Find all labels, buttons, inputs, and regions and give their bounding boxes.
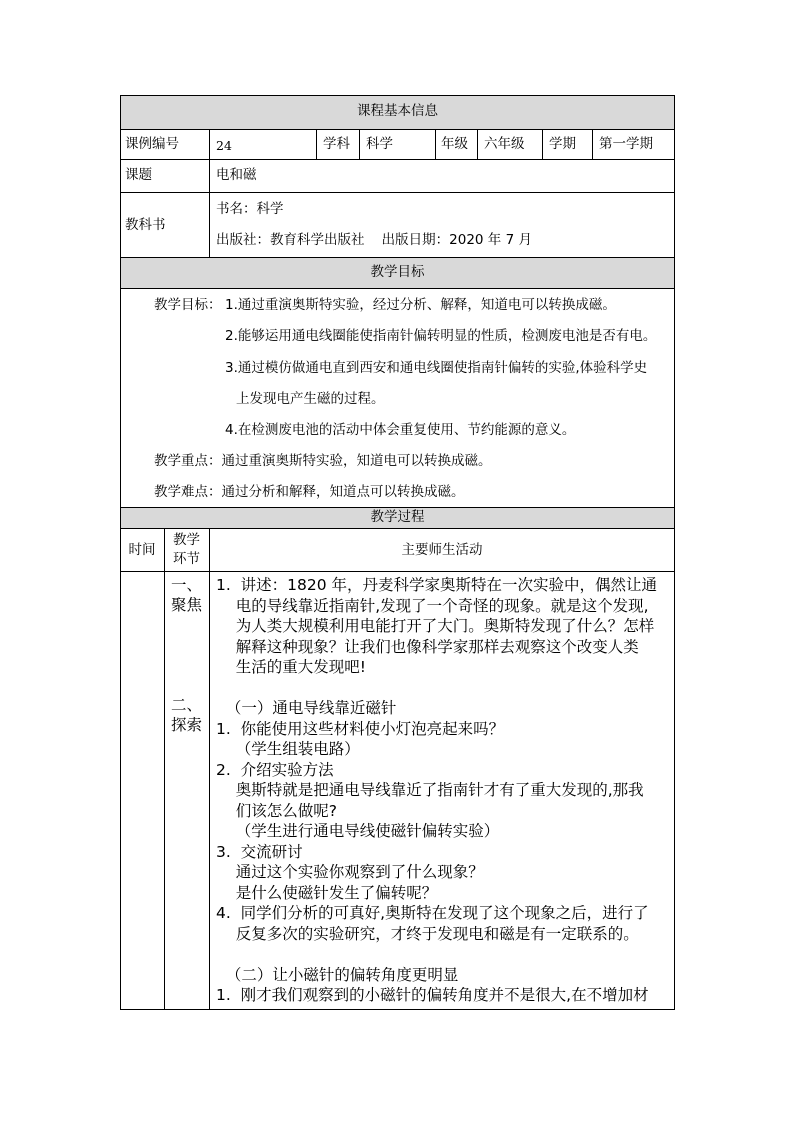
activity-line: 3. 交流研讨 [216,842,303,861]
subject-label: 学科 [323,136,350,152]
step-2-number: 二、 [171,696,203,714]
activity-line: 为人类大规模利用电能打开了大门。奥斯特发现了什么？怎样 [216,617,655,635]
activity-line: （一）通电导线靠近磁针 [216,699,397,717]
activity-line: 电的导线靠近指南针,发现了一个奇怪的现象。就是这个发现, [216,596,649,615]
activity-line: （二）让小磁针的偏转角度更明显 [216,965,459,984]
textbook-label: 教科书 [125,217,166,233]
topic-label: 课题 [125,167,152,183]
activity-line: 通过这个实验你观察到了什么现象？ [216,863,484,881]
difficulty: 教学难点：通过分析和解释，知道点可以转换成磁。 [154,484,465,500]
basic-info-title: 课程基本信息 [357,103,438,119]
activity-line: 反复多次的实验研究，才终于发现电和磁是有一定联系的。 [216,924,639,943]
col-activity-header: 主要师生活动 [401,542,483,558]
goal-2: 2.能够运用通电线圈能使指南针偏转明显的性质，检测废电池是否有电。 [225,328,657,344]
activity-line: 奥斯特就是把通电导线靠近了指南针才有了重大发现的,那我 [216,781,644,799]
case-no-label: 课例编号 [125,136,179,152]
activity-line: 2. 介绍实验方法 [216,760,334,779]
activity-line: 生活的重大发现吧! [216,658,366,676]
step-1-name: 聚焦 [171,596,203,614]
activity-line: （学生组装电路） [216,740,360,758]
book-name: 书名：科学 [216,201,284,217]
goal-4: 4.在检测废电池的活动中体会重复使用、节约能源的意义。 [225,422,576,438]
term-label: 学期 [549,136,576,152]
grade-value: 六年级 [484,136,525,152]
activity-line: 1. 刚才我们观察到的小磁针的偏转角度并不是很大,在不增加材 [216,986,649,1004]
activity-line: 是什么使磁针发生了偏转呢？ [216,883,438,902]
case-no-value: 24 [216,138,232,153]
key-point: 教学重点：通过重演奥斯特实验，知道电可以转换成磁。 [154,453,492,469]
step-1-number: 一、 [171,576,203,594]
term-value: 第一学期 [599,136,653,152]
col-step-header-line-2: 环节 [173,551,200,567]
col-step-header-line-1: 教学 [173,532,200,548]
activity-line: （学生进行通电导线使磁针偏转实验） [216,822,500,840]
goal-1: 1.通过重演奥斯特实验，经过分析、解释，知道电可以转换成磁。 [225,297,616,313]
col-time-header: 时间 [128,542,156,558]
goal-3-line-2: 上发现电产生磁的过程。 [236,391,385,407]
goals-title: 教学目标 [370,264,425,280]
activity-line: 解释这种现象？让我们也像科学家那样去观察这个改变人类 [216,637,639,656]
subject-value: 科学 [366,136,393,152]
activity-line: 们该怎么做呢? [216,801,337,820]
step-2-name: 探索 [171,716,203,734]
goal-3-line-1: 3.通过模仿做通电直到西安和通电线圈使指南针偏转的实验,体验科学史 [225,360,648,376]
grade-label: 年级 [441,136,468,152]
activity-line: 1. 讲述：1820 年，丹麦科学家奥斯特在一次实验中，偶然让通 [216,576,658,594]
activity-line: 4. 同学们分析的可真好,奥斯特在发现了这个现象之后，进行了 [216,904,649,922]
goal-label: 教学目标： [154,297,222,313]
topic-value: 电和磁 [216,167,257,183]
process-title: 教学过程 [370,509,425,525]
activity-line: 1. 你能使用这些材料使小灯泡亮起来吗？ [216,719,505,738]
publisher-line: 出版社：教育科学出版社 出版日期：2020 年 7 月 [216,232,532,248]
lesson-plan-table [120,95,675,1010]
